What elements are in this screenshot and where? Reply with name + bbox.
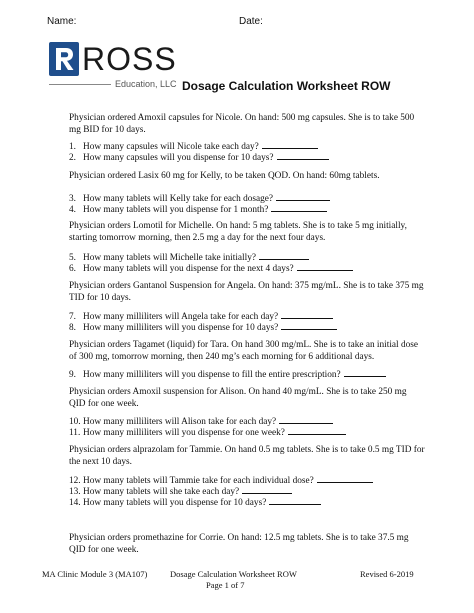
question-text: How many tablets will Kelly take for each dosage? xyxy=(83,194,274,204)
question-text: How many tablets will Michelle take initially? xyxy=(83,253,256,263)
question-text: How many milliliters will you dispense to fill the entire prescription? xyxy=(83,370,341,380)
answer-blank[interactable] xyxy=(281,310,333,319)
ross-logo-mark-icon xyxy=(49,42,79,76)
scenario-amoxil-nicole: Physician ordered Amoxil capsules for Nicole. On hand: 500 mg capsules. She is to take 500 mg BID for 10 days. xyxy=(69,113,415,135)
answer-blank[interactable] xyxy=(276,192,330,201)
question-9 xyxy=(69,368,386,382)
question-text: How many capsules will you dispense for 10 days? xyxy=(83,153,274,163)
scenario-amoxil-alison: Physician orders Amoxil suspension for Alison. On hand 40 mg/mL. She is to take 250 mg QID for one week. xyxy=(69,387,407,409)
worksheet-title: Dosage Calculation Worksheet ROW xyxy=(182,79,391,93)
question-number: 9. xyxy=(69,370,76,380)
answer-blank[interactable] xyxy=(269,496,321,505)
question-6 xyxy=(69,262,353,276)
question-number: 4. xyxy=(69,205,76,215)
question-number: 12. xyxy=(69,476,81,486)
answer-blank[interactable] xyxy=(317,474,373,483)
question-11 xyxy=(69,426,346,440)
logo-wordmark: ROSS xyxy=(82,41,177,77)
question-number: 1. xyxy=(69,142,76,152)
question-number: 6. xyxy=(69,264,76,274)
logo-subtitle: Education, LLC xyxy=(115,79,177,89)
date-label: Date: xyxy=(239,16,263,27)
question-number: 11. xyxy=(69,428,81,438)
scenario-lasix-kelly: Physician ordered Lasix 60 mg for Kelly, to be taken QOD. On hand: 60mg tablets. xyxy=(69,171,380,181)
question-number: 3. xyxy=(69,194,76,204)
question-text: How many tablets will she take each day? xyxy=(83,487,240,497)
answer-blank[interactable] xyxy=(242,485,292,494)
scenario-promethazine-corrie: Physician orders promethazine for Corrie. On hand: 12.5 mg tablets. She is to take 37.5 mg QID for one week. xyxy=(69,533,409,555)
answer-blank[interactable] xyxy=(344,368,386,377)
question-text: How many tablets will Tammie take for each individual dose? xyxy=(83,476,314,486)
question-number: 10. xyxy=(69,417,81,427)
answer-blank[interactable] xyxy=(297,262,353,271)
question-number: 2. xyxy=(69,153,76,163)
question-text: How many tablets will you dispense for 10 days? xyxy=(83,498,267,508)
scenario-tagamet-tara: Physician orders Tagamet (liquid) for Tara. On hand 300 mg/mL. She is to take an initial dose of 300 mg, tomorrow morning, then 240 mg’s each morning for 6 additional days. xyxy=(69,340,418,362)
question-number: 5. xyxy=(69,253,76,263)
question-text: How many milliliters will Alison take for each day? xyxy=(83,417,277,427)
name-label: Name: xyxy=(47,16,77,27)
answer-blank[interactable] xyxy=(259,251,309,260)
question-text: How many milliliters will you dispense for 10 days? xyxy=(83,323,279,333)
question-text: How many capsules will Nicole take each day? xyxy=(83,142,259,152)
question-8 xyxy=(69,321,337,335)
question-number: 8. xyxy=(69,323,76,333)
question-2 xyxy=(69,151,329,165)
question-number: 14. xyxy=(69,498,81,508)
answer-blank[interactable] xyxy=(277,151,329,160)
logo-divider xyxy=(49,84,111,85)
question-text: How many tablets will you dispense for the next 4 days? xyxy=(83,264,294,274)
footer-page-number: Page 1 of 7 xyxy=(206,580,245,590)
answer-blank[interactable] xyxy=(288,426,346,435)
scenario-lomotil-michelle: Physician orders Lomotil for Michelle. On hand: 5 mg tablets. She is to take 5 mg initially, starting tomorrow morning, then 2.5 mg a day for the next four days. xyxy=(69,221,407,243)
ross-logo xyxy=(49,42,189,94)
question-number: 13. xyxy=(69,487,81,497)
footer-doc-name: Dosage Calculation Worksheet ROW xyxy=(170,569,297,579)
answer-blank[interactable] xyxy=(262,140,318,149)
question-text: How many milliliters will you dispense for one week? xyxy=(83,428,285,438)
scenario-alprazolam-tammie: Physician orders alprazolam for Tammie. On hand 0.5 mg tablets. She is to take 0.5 mg TID for the next 10 days. xyxy=(69,445,425,467)
footer-course: MA Clinic Module 3 (MA107) xyxy=(42,569,148,579)
question-14 xyxy=(69,496,321,510)
footer-revision: Revised 6-2019 xyxy=(360,569,414,579)
scenario-gantanol-angela: Physician orders Gantanol Suspension for Angela. On hand: 375 mg/mL. She is to take 375 mg TID for 10 days. xyxy=(69,281,424,303)
answer-blank[interactable] xyxy=(271,203,327,212)
question-text: How many milliliters will Angela take for each day? xyxy=(83,312,279,322)
question-4 xyxy=(69,203,327,217)
question-text: How many tablets will you dispense for 1 month? xyxy=(83,205,269,215)
answer-blank[interactable] xyxy=(279,415,333,424)
answer-blank[interactable] xyxy=(281,321,337,330)
question-number: 7. xyxy=(69,312,76,322)
